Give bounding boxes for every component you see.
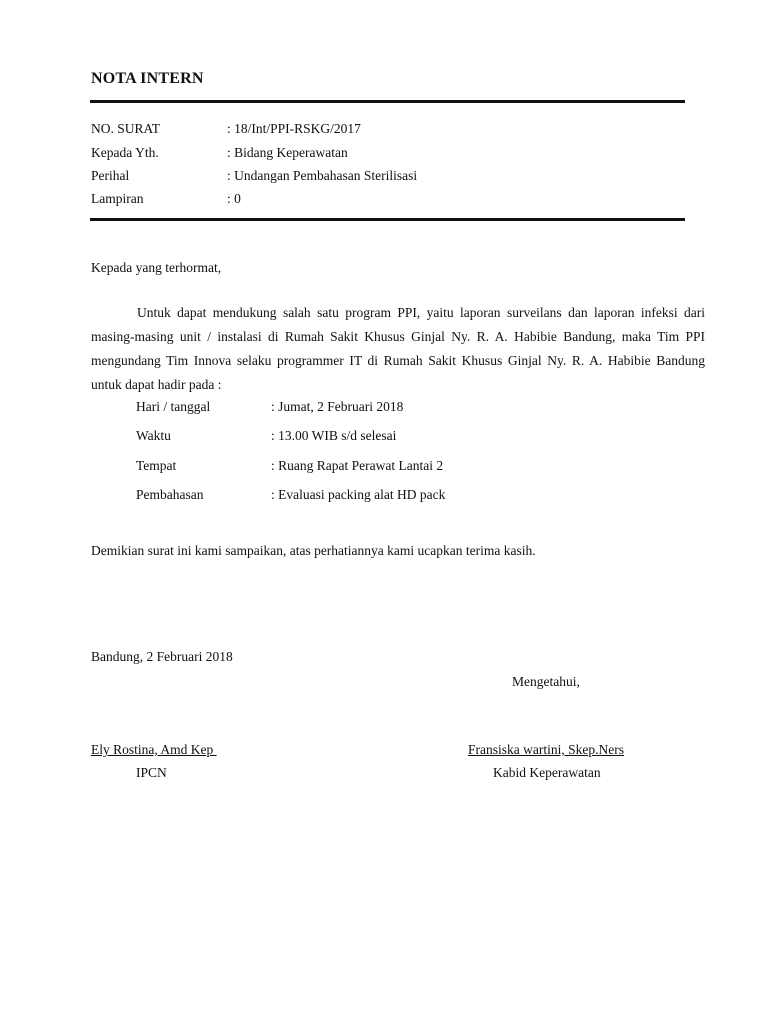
signatory-position-left: IPCN [136,765,167,780]
detail-value: : Jumat, 2 Februari 2018 [271,399,404,414]
meta-label: NO. SURAT [91,121,161,136]
header-divider-bottom [90,218,685,221]
signatory-name-right: Fransiska wartini, Skep.Ners [468,742,624,757]
detail-label: Hari / tanggal [136,399,211,414]
signatory-name-left: Ely Rostina, Amd Kep [91,742,217,757]
acknowledged-label: Mengetahui, [512,674,580,689]
detail-value: : Evaluasi packing alat HD pack [271,487,446,502]
meta-label: Perihal [91,168,130,183]
meta-value: : 0 [227,191,241,206]
closing-sentence: Demikian surat ini kami sampaikan, atas perhatiannya kami ucapkan terima kasih. [91,543,536,558]
memo-title: NOTA INTERN [91,70,204,87]
body-paragraph: Untuk dapat mendukung salah satu program PPI, yaitu laporan surveilans dan laporan infeksi dari masing-masing unit / instalasi di Rumah Sakit Khusus Ginjal Ny. R. A. Habibie Bandung, maka Tim PPI mengundang Tim Innova selaku programmer IT di Rumah Sakit Khusus Ginjal Ny. R. A. Habibie Bandung untuk dapat hadir pada : [91,305,705,392]
meta-label: Lampiran [91,191,144,206]
detail-label: Pembahasan [136,487,204,502]
meta-value: : Bidang Keperawatan [227,145,348,160]
salutation: Kepada yang terhormat, [91,260,222,275]
detail-label: Tempat [136,458,177,473]
signatory-position-right: Kabid Keperawatan [493,765,601,780]
detail-value: : Ruang Rapat Perawat Lantai 2 [271,458,444,473]
header-divider-top [90,100,685,103]
detail-label: Waktu [136,428,171,443]
meta-label: Kepada Yth. [91,145,159,160]
meta-value: : Undangan Pembahasan Sterilisasi [227,168,418,183]
meta-value: : 18/Int/PPI-RSKG/2017 [227,121,361,136]
place-date: Bandung, 2 Februari 2018 [91,649,233,664]
detail-value: : 13.00 WIB s/d selesai [271,428,397,443]
